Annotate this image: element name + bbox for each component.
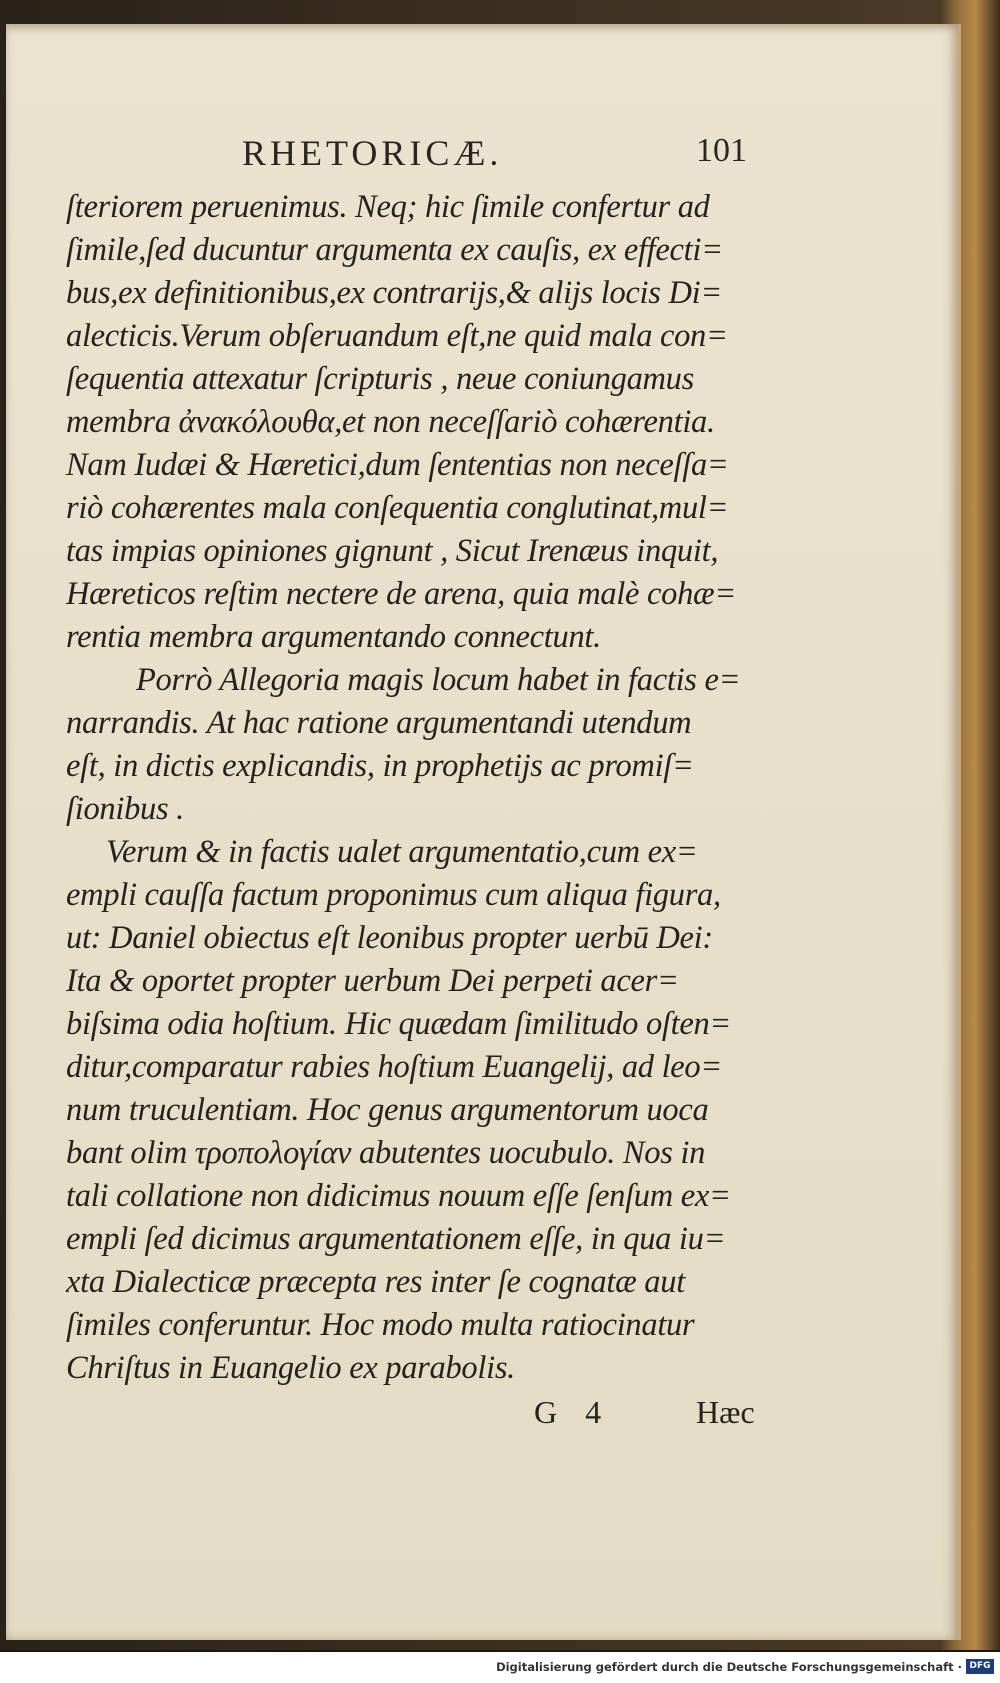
paragraph-start-line: Verum & in factis ualet argumentatio,cum ex= xyxy=(106,834,698,870)
page-foot xyxy=(6,1394,958,1444)
text-line: ſteriorem peruenimus. Neq; hic ſimile confertur ad xyxy=(66,189,710,225)
funding-notice: Digitalisierung gefördert durch die Deutsche Forschungsgemeinschaft · xyxy=(496,1660,962,1674)
running-head-title: RHETORICÆ. xyxy=(242,133,503,173)
text-line: empli ſed dicimus argumentationem eſſe, in qua iu= xyxy=(66,1221,726,1257)
text-line: Nam Iudæi & Hæretici,dum ſententias non neceſſa= xyxy=(66,447,729,483)
catchword: Hæc xyxy=(696,1394,755,1430)
text-line: ſimile,ſed ducuntur argumenta ex cauſis, ex effecti= xyxy=(66,232,723,268)
text-line: biſsima odia hoſtium. Hic quædam ſimilitudo oſten= xyxy=(66,1006,732,1042)
text-line: narrandis. At hac ratione argumentandi utendum xyxy=(66,705,692,741)
text-line: ut: Daniel obiectus eſt leonibus propter uerbū Dei: xyxy=(66,920,713,956)
paragraph-start-line: Porrò Allegoria magis locum habet in factis e= xyxy=(136,662,741,698)
page-number: 101 xyxy=(696,132,747,169)
text-line: num truculentiam. Hoc genus argumentorum uoca xyxy=(66,1092,709,1128)
text-line: Ita & oportet propter uerbum Dei perpeti acer= xyxy=(66,963,679,999)
text-line: ſimiles conferuntur. Hoc modo multa ratiocinatur xyxy=(66,1307,695,1343)
text-line: xta Dialecticæ præcepta res inter ſe cognatæ aut xyxy=(66,1264,685,1300)
text-line: Hæreticos reſtim nectere de arena, quia malè cohæ= xyxy=(66,576,737,612)
text-line: riò cohærentes mala conſequentia conglutinat,mul= xyxy=(66,490,729,526)
text-line: membra ἀνακόλουθα,et non neceſſariò cohærentia. xyxy=(66,404,715,440)
text-line: ſionibus . xyxy=(66,791,184,827)
text-line: ſequentia attexatur ſcripturis , neue coniungamus xyxy=(66,361,694,397)
signature-mark: G 4 xyxy=(534,1394,612,1430)
text-line: rentia membra argumentando connectunt. xyxy=(66,619,601,655)
text-line: tali collatione non didicimus nouum eſſe ſenſum ex= xyxy=(66,1178,731,1214)
text-line: ditur,comparatur rabies hoſtium Euangelij, ad leo= xyxy=(66,1049,723,1085)
main-text xyxy=(66,186,766,1390)
book-page xyxy=(6,24,961,1640)
text-line: Chriſtus in Euangelio ex parabolis. xyxy=(66,1350,516,1386)
text-line: bant olim τροπολογίαν abutentes uocubulo. Nos in xyxy=(66,1135,706,1171)
text-line: bus,ex definitionibus,ex contrarijs,& alijs locis Di= xyxy=(66,275,722,311)
text-line: eſt, in dictis explicandis, in prophetijs ac promiſ= xyxy=(66,748,694,784)
text-line: alecticis.Verum obſeruandum eſt,ne quid mala con= xyxy=(66,318,728,354)
digitization-footer xyxy=(0,1652,1000,1683)
running-head xyxy=(6,112,958,172)
text-line: empli cauſſa factum proponimus cum aliqua figura, xyxy=(66,877,721,913)
text-line: tas impias opiniones gignunt , Sicut Irenæus inquit, xyxy=(66,533,719,569)
dfg-logo-icon: DFG xyxy=(966,1659,994,1674)
